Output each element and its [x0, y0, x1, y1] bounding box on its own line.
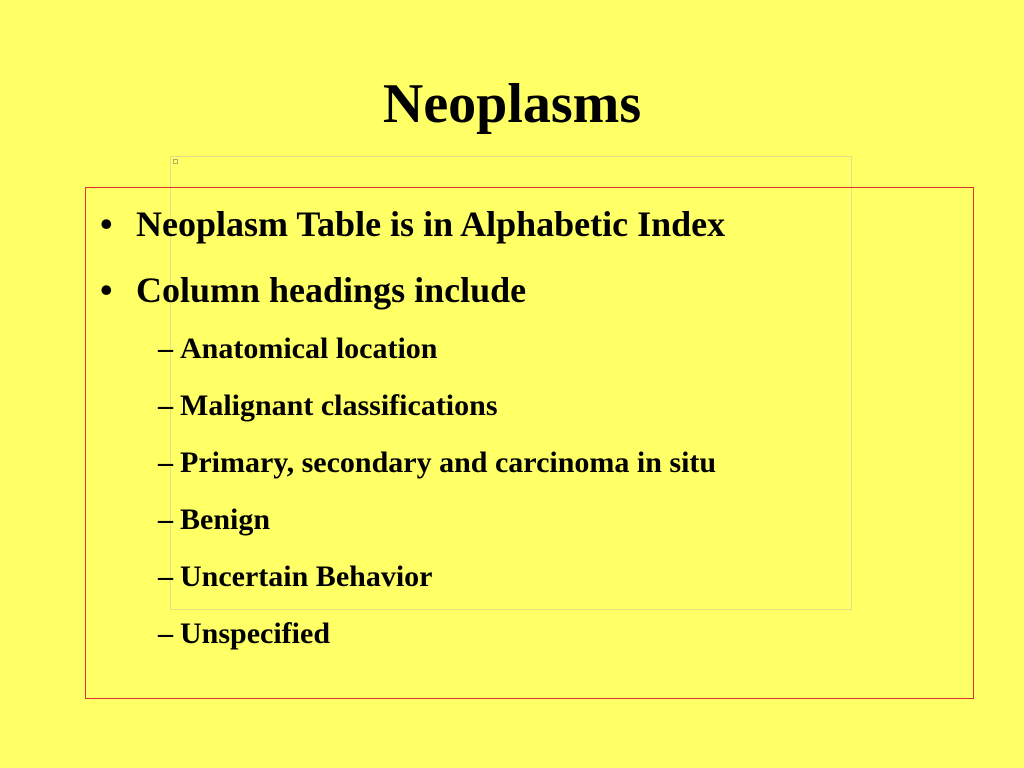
dash-marker: – [158, 389, 173, 422]
sub-bullet-item [158, 446, 716, 480]
sub-bullet-item [158, 332, 437, 366]
sub-bullet-text: Unspecified [180, 617, 330, 650]
bullet-marker: • [100, 270, 113, 310]
sub-bullet-item [158, 617, 330, 651]
broken-image-icon [173, 159, 178, 164]
sub-bullet-text: Anatomical location [180, 332, 438, 365]
bullet-text: Column headings include [136, 270, 527, 310]
bullet-item [100, 204, 725, 244]
sub-bullet-text: Uncertain Behavior [180, 560, 433, 593]
dash-marker: – [158, 446, 173, 479]
bullet-text: Neoplasm Table is in Alphabetic Index [136, 204, 726, 244]
sub-bullet-text: Benign [180, 503, 271, 536]
content-box [85, 187, 974, 699]
dash-marker: – [158, 503, 173, 536]
slide-title: Neoplasms [382, 73, 642, 135]
sub-bullet-text: Malignant classifications [180, 389, 498, 422]
dash-marker: – [158, 332, 173, 365]
bullet-item [100, 270, 526, 310]
bullet-marker: • [100, 204, 113, 244]
sub-bullet-item [158, 503, 270, 537]
sub-bullet-item [158, 389, 498, 423]
sub-bullet-text: Primary, secondary and carcinoma in situ [180, 446, 717, 479]
dash-marker: – [158, 560, 173, 593]
sub-bullet-item [158, 560, 432, 594]
dash-marker: – [158, 617, 173, 650]
